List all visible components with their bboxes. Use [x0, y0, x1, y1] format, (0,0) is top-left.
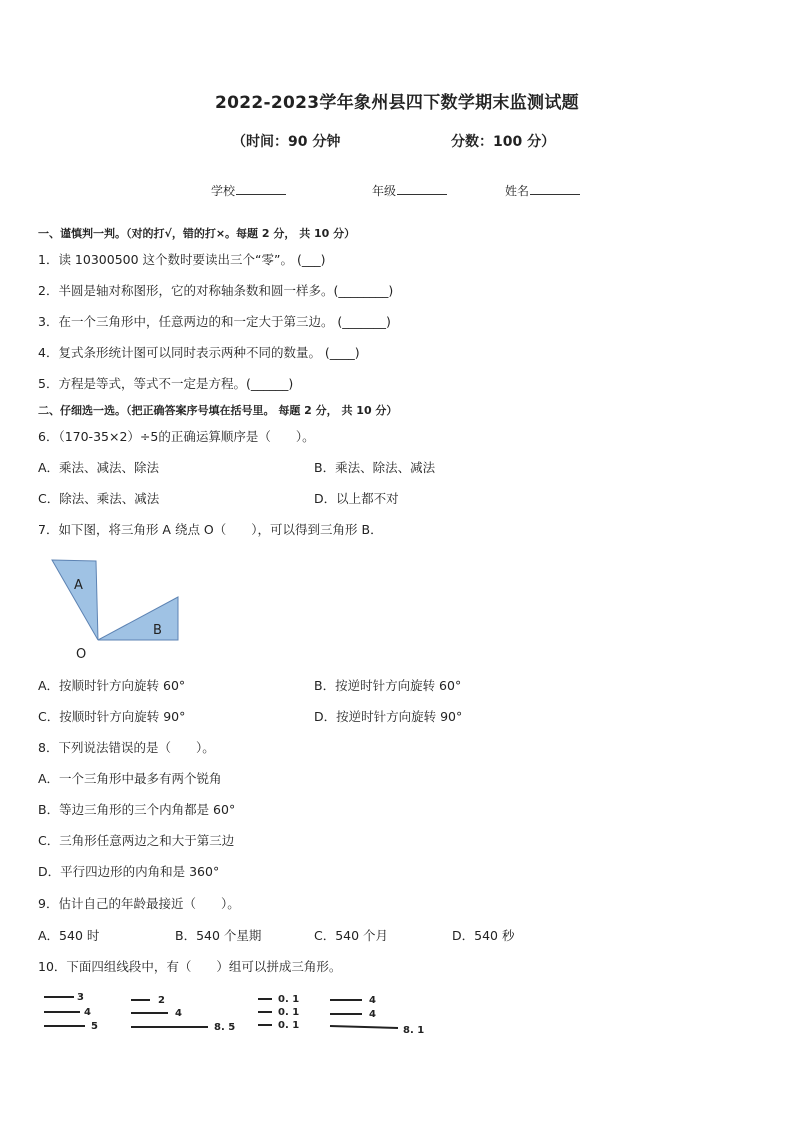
g4-seg-3 — [330, 1026, 398, 1028]
label-a: A — [74, 578, 83, 593]
name-field — [505, 182, 580, 199]
judge-item-2: 2．半圆是轴对称图形，它的对称轴条数和圆一样多。(________) — [38, 283, 394, 298]
q8-option-a[interactable]: A．一个三角形中最多有两个锐角 — [38, 771, 222, 786]
g4-label-3: 8. 1 — [403, 1025, 425, 1036]
g1-label-3: 5 — [91, 1021, 98, 1032]
label-o: O — [76, 647, 87, 662]
segment-groups-figure — [38, 988, 438, 1038]
q9-option-c[interactable]: C．540 个月 — [314, 928, 389, 943]
g1-label-2: 4 — [84, 1007, 91, 1018]
exam-score: 分数：100 分） — [451, 134, 556, 150]
section1-heading: 一、谨慎判一判。（对的打√，错的打×。每题 2 分， 共 10 分） — [38, 227, 356, 240]
q7-option-c[interactable]: C．按顺时针方向旋转 90° — [38, 709, 186, 724]
q7-option-d[interactable]: D．按逆时针方向旋转 90° — [314, 709, 463, 724]
q7-option-b[interactable]: B．按逆时针方向旋转 60° — [314, 678, 462, 693]
q6-option-a[interactable]: A．乘法、减法、除法 — [38, 460, 160, 475]
name-blank[interactable] — [530, 183, 580, 195]
triangle-b — [98, 597, 178, 640]
exam-time: （时间：90 分钟 — [232, 134, 341, 150]
judge-item-4: 4．复式条形统计图可以同时表示两种不同的数量。 (____) — [38, 345, 360, 360]
name-label: 姓名 — [505, 184, 530, 198]
q8-stem: 8．下列说法错误的是（ ）。 — [38, 740, 215, 755]
q7-option-a[interactable]: A．按顺时针方向旋转 60° — [38, 678, 186, 693]
page-title: 2022-2023学年象州县四下数学期末监测试题 — [215, 93, 579, 113]
rotation-figure — [40, 552, 190, 664]
q6-option-c[interactable]: C．除法、乘法、减法 — [38, 491, 160, 506]
q8-option-c[interactable]: C．三角形任意两边之和大于第三边 — [38, 833, 235, 848]
q9-option-b[interactable]: B．540 个星期 — [175, 928, 262, 943]
g1-label-1: 3 — [77, 992, 84, 1003]
q9-option-d[interactable]: D．540 秒 — [452, 928, 515, 943]
school-label: 学校 — [211, 184, 236, 198]
judge-item-5: 5．方程是等式，等式不一定是方程。(______) — [38, 376, 294, 391]
q9-stem: 9．估计自己的年龄最接近（ ）。 — [38, 896, 240, 911]
judge-item-1: 1．读 10300500 这个数时要读出三个“零”。 (___) — [38, 252, 326, 267]
q7-stem: 7．如下图，将三角形 A 绕点 O（ ），可以得到三角形 B． — [38, 522, 383, 537]
grade-label: 年级 — [372, 184, 397, 198]
g2-label-3: 8. 5 — [214, 1022, 236, 1033]
g4-label-2: 4 — [369, 1009, 376, 1020]
q8-option-d[interactable]: D．平行四边形的内角和是 360° — [38, 864, 220, 879]
g4-label-1: 4 — [369, 995, 376, 1006]
section2-heading: 二、仔细选一选。（把正确答案序号填在括号里。 每题 2 分， 共 10 分） — [38, 404, 398, 417]
q8-option-b[interactable]: B．等边三角形的三个内角都是 60° — [38, 802, 236, 817]
g3-label-2: 0. 1 — [278, 1007, 300, 1018]
grade-blank[interactable] — [397, 183, 447, 195]
g2-label-2: 4 — [175, 1008, 182, 1019]
q6-option-d[interactable]: D．以上都不对 — [314, 491, 399, 506]
judge-item-3: 3．在一个三角形中，任意两边的和一定大于第三边。 (_______) — [38, 314, 391, 329]
g3-label-3: 0. 1 — [278, 1020, 300, 1031]
g3-label-1: 0. 1 — [278, 994, 300, 1005]
school-blank[interactable] — [236, 183, 286, 195]
g2-label-1: 2 — [158, 995, 165, 1006]
school-field — [211, 182, 286, 199]
q6-stem: 6．（170-35×2）÷5的正确运算顺序是（ ）。 — [38, 429, 315, 444]
triangle-a — [52, 560, 98, 640]
q10-stem: 10．下面四组线段中，有（ ）组可以拼成三角形。 — [38, 959, 342, 974]
label-b: B — [153, 623, 162, 638]
q6-option-b[interactable]: B．乘法、除法、减法 — [314, 460, 436, 475]
q9-option-a[interactable]: A．540 时 — [38, 928, 100, 943]
grade-field — [372, 182, 447, 199]
